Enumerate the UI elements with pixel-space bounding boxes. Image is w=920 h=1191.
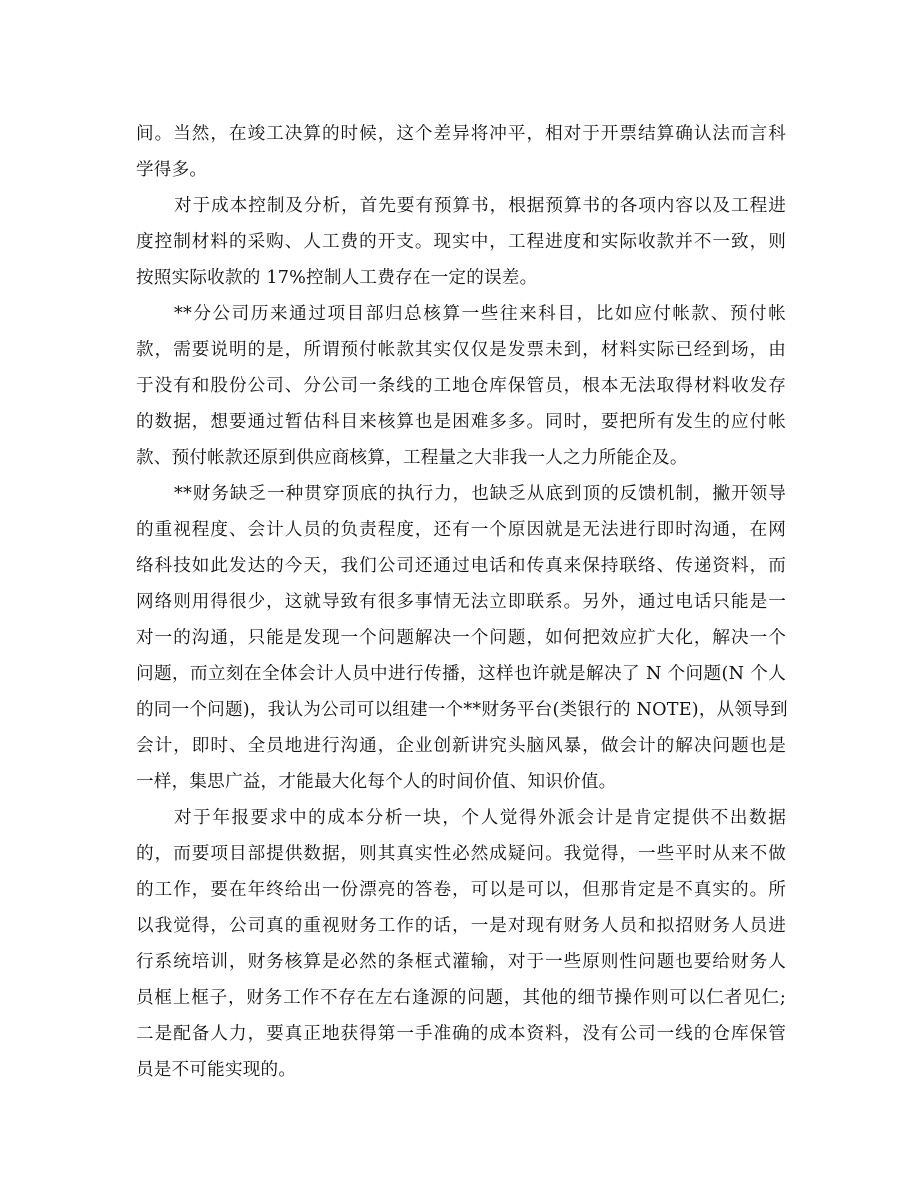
text-line: 二是配备人力，要真正地获得第一手准确的成本资料，没有公司一线的仓库保管 (136, 1024, 786, 1044)
text-line: 的数据，想要通过暂估科目来核算也是困难多多。同时，要把所有发生的应付帐 (136, 412, 786, 432)
text-line: 的重视程度、会计人员的负责程度，还有一个原因就是无法进行即时沟通，在网 (136, 520, 786, 540)
text-line: 员框上框子，财务工作不存在左右逢源的问题，其他的细节操作则可以仁者见仁; (136, 988, 786, 1008)
text-line: 一样，集思广益，才能最大化每个人的时间价值、知识价值。 (136, 772, 617, 792)
text-line: 网络则用得很少，这就导致有很多事情无法立即联系。另外，通过电话只能是一 (136, 592, 786, 612)
text-line: 按照实际收款的 17%控制人工费存在一定的误差。 (136, 268, 538, 288)
text-line: 度控制材料的采购、人工费的开支。现实中，工程进度和实际收款并不一致，则 (136, 232, 786, 252)
text-line: 络科技如此发达的今天，我们公司还通过电话和传真来保持联络、传递资料，而 (136, 556, 786, 576)
text-line: 款、预付帐款还原到供应商核算，工程量之大非我一人之力所能企及。 (136, 448, 688, 468)
text-line: 会计，即时、全员地进行沟通，企业创新讲究头脑风暴，做会计的解决问题也是 (136, 736, 786, 756)
text-line: 的工作，要在年终给出一份漂亮的答卷，可以是可以，但那肯定是不真实的。所 (136, 880, 786, 900)
paragraph-start-line: 对于年报要求中的成本分析一块，个人觉得外派会计是肯定提供不出数据 (174, 808, 786, 828)
text-line: 的同一个问题)，我认为公司可以组建一个**财务平台(类银行的 NOTE)，从领导到 (136, 700, 788, 720)
text-line: 员是不可能实现的。 (136, 1060, 297, 1080)
text-line: 款，需要说明的是，所谓预付帐款其实仅仅是发票未到，材料实际已经到场，由 (136, 340, 786, 360)
text-line: 间。当然，在竣工决算的时候，这个差异将冲平，相对于开票结算确认法而言科 (136, 124, 786, 144)
paragraph-start-line: **分公司历来通过项目部归总核算一些往来科目，比如应付帐款、预付帐 (174, 304, 786, 324)
text-line: 以我觉得，公司真的重视财务工作的话，一是对现有财务人员和拟招财务人员进 (136, 916, 786, 936)
text-line: 的，而要项目部提供数据，则其真实性必然成疑问。我觉得，一些平时从来不做 (136, 844, 786, 864)
text-line: 行系统培训，财务核算是必然的条框式灌输，对于一些原则性问题也要给财务人 (136, 952, 786, 972)
text-line: 对一的沟通，只能是发现一个问题解决一个问题，如何把效应扩大化，解决一个 (136, 628, 786, 648)
paragraph-start-line: **财务缺乏一种贯穿顶底的执行力，也缺乏从底到顶的反馈机制，撇开领导 (174, 484, 786, 504)
text-line: 问题，而立刻在全体会计人员中进行传播，这样也许就是解决了 N 个问题(N 个人 (136, 664, 786, 684)
text-line: 学得多。 (136, 160, 208, 180)
text-line: 于没有和股份公司、分公司一条线的工地仓库保管员，根本无法取得材料收发存 (136, 376, 786, 396)
paragraph-start-line: 对于成本控制及分析，首先要有预算书，根据预算书的各项内容以及工程进 (174, 196, 786, 216)
